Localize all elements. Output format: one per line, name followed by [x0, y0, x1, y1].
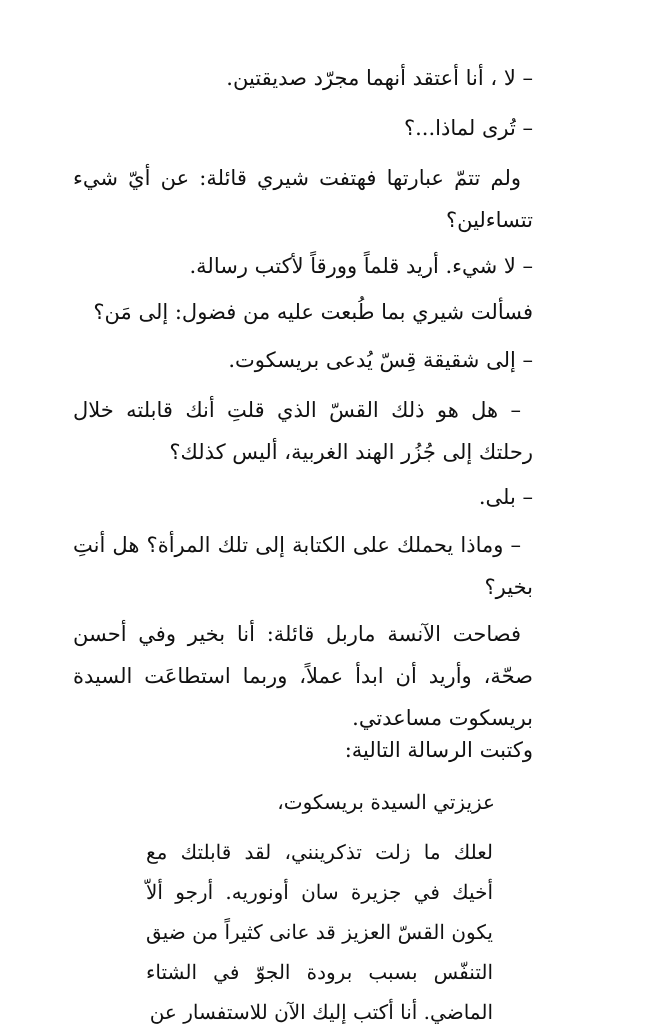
dialogue-paragraph-5: – هل هو ذلك القسّ الذي قلتِ أنك قابلته خلال رحلتك إلى جُزُر الهند الغربية، أليس كذلك؟	[73, 398, 533, 464]
dialogue-line-2: – تُرى لماذا...؟	[403, 116, 533, 140]
dialogue-line-6: – بلى.	[478, 485, 533, 509]
narration-paragraph-1: ولم تتمّ عبارتها فهتفت شيري قائلة: عن أيّ شيء تتساءلين؟	[73, 166, 533, 232]
dialogue-paragraph-7: – وماذا يحملك على الكتابة إلى تلك المرأة؟ هل أنتِ بخير؟	[73, 533, 533, 599]
narration-line-4: وكتبت الرسالة التالية:	[344, 738, 533, 762]
dialogue-line-3: – لا شيء. أريد قلماً وورقاً لأكتب رسالة.	[189, 254, 533, 278]
narration-paragraph-3: فصاحت الآنسة ماربل قائلة: أنا بخير وفي أحسن صحّة، وأريد أن ابدأ عملاً، وربما استطاعَت السيدة بريسكوت مساعدتي.	[73, 622, 533, 730]
dialogue-line-1: – لا ، أنا أعتقد أنهما مجرّد صديقتين.	[226, 66, 533, 90]
letter-body: لعلك ما زلت تذكرينني، لقد قابلتك مع أخيك في جزيرة سان أونوريه. أرجو ألاّ يكون القسّ العزيز قد عانى كثيراً من ضيق التنفّس بسبب برودة الجوّ في الشتاء الماضي. أنا أكتب إليك الآن للاستفسار عن	[146, 840, 493, 1024]
letter-salutation: عزيزتي السيدة بريسكوت،	[277, 790, 495, 814]
narration-line-2: فسألت شيري بما طُبعت عليه من فضول: إلى مَن؟	[93, 300, 533, 324]
dialogue-line-4: – إلى شقيقة قِسّ يُدعى بريسكوت.	[228, 348, 533, 372]
